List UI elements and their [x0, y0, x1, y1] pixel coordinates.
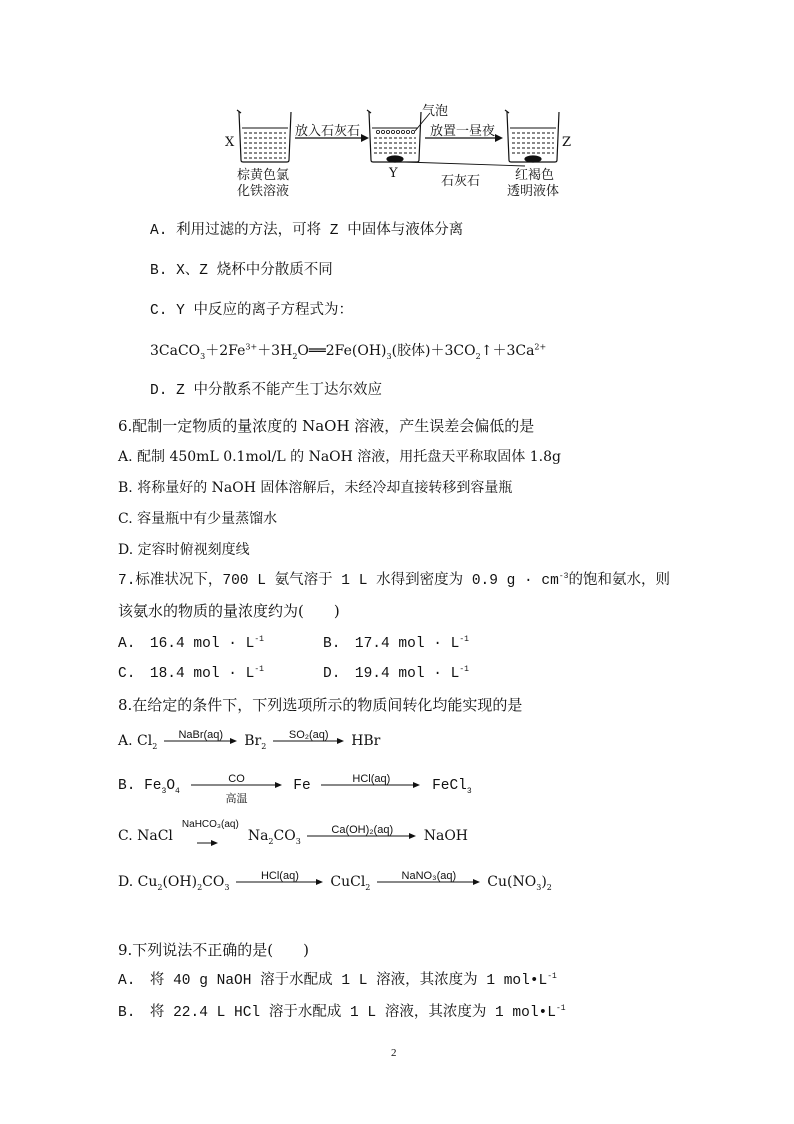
arrow-icon — [179, 833, 241, 847]
q9-stem: 9.下列说法不正确的是( ) — [118, 941, 310, 959]
reaction-arrow — [307, 824, 417, 840]
q5-option-c: C. Y 中反应的离子方程式为： — [150, 303, 354, 319]
q7-stem-line2: 该氨水的物质的量浓度约为( ) — [118, 602, 340, 620]
q7-sup: -1 — [459, 665, 469, 675]
arrow-2-label: 放置一昼夜 — [430, 124, 496, 139]
q5-option-b: B. X、Z 烧杯中分散质不同 — [150, 263, 333, 279]
q8b-text: O — [166, 778, 176, 794]
q8b-text: FeCl — [432, 778, 467, 794]
reaction-arrow — [179, 819, 241, 847]
q7-option-a — [118, 634, 264, 654]
reaction-arrow — [321, 773, 421, 789]
beaker-x-caption-1: 棕黄色氯 — [237, 168, 290, 183]
q8d-sub: 2 — [157, 882, 163, 892]
beaker-y — [367, 110, 430, 162]
q9-option-b-text: B. 将 22.4 L HCl 溶于水配成 1 L 溶液，其浓度为 1 mol•L — [118, 1005, 556, 1021]
q8d-sub: 3 — [536, 882, 542, 892]
eq-part: ＋2Fe — [205, 343, 246, 359]
q7-option-b-text: B. 17.4 mol · L — [323, 636, 460, 652]
q9-option-a — [118, 971, 557, 991]
q8d-text: ) — [541, 874, 547, 890]
eq-sub: 2 — [475, 351, 481, 361]
q9-sup: -1 — [555, 1004, 566, 1014]
eq-part: 3CaCO — [150, 343, 201, 359]
q8a-text: HBr — [351, 733, 381, 749]
reagent-label: NaBr(aq) — [178, 729, 224, 741]
q7-option-c — [118, 664, 264, 684]
q7-sup: -1 — [254, 635, 264, 645]
label-z: Z — [562, 135, 572, 150]
stone-label: 石灰石 — [441, 174, 481, 189]
q8b-sub: 4 — [175, 786, 180, 796]
bubble-label: 气泡 — [422, 104, 449, 119]
eq-sup: 3+ — [245, 342, 258, 352]
q5-option-d: D. Z 中分散系不能产生丁达尔效应 — [150, 383, 383, 399]
q8c-text: Na — [247, 828, 269, 844]
eq-sub: 3 — [386, 351, 392, 361]
reagent-label: HCl(aq) — [260, 870, 299, 882]
experiment-diagram — [215, 98, 585, 208]
reagent-label: HCl(aq) — [352, 773, 391, 786]
q5-equation — [150, 341, 546, 361]
reaction-arrow — [164, 729, 238, 745]
q8-option-d — [118, 872, 552, 892]
q7-stem-sup: -3 — [558, 572, 569, 582]
q8-stem: 8.在给定的条件下，下列选项所示的物质间转化均能实现的是 — [118, 696, 523, 714]
q8c-text: C. NaCl — [118, 828, 173, 844]
q8a-sub: 2 — [261, 741, 267, 751]
q8d-sub: 2 — [197, 882, 203, 892]
q8a-text: Br — [244, 733, 262, 749]
q6-stem: 6.配制一定物质的量浓度的 NaOH 溶液，产生误差会偏低的是 — [118, 417, 535, 435]
reagent-label: CO — [228, 773, 245, 786]
q8d-sub: 3 — [224, 882, 230, 892]
q8c-sub: 3 — [295, 836, 301, 846]
reagent-label: SO₂(aq) — [288, 729, 329, 741]
q8a-text: A. Cl — [118, 733, 153, 749]
q7-sup: -1 — [459, 635, 469, 645]
q7-option-b — [323, 634, 469, 654]
page-number: 2 — [391, 1047, 397, 1059]
q8d-text: (OH) — [162, 874, 198, 890]
q8d-text: CuCl — [330, 874, 366, 890]
q7-stem-text: 的饱和氨水，则 — [568, 573, 670, 589]
q9-option-b — [118, 1003, 566, 1023]
q9-option-a-text: A. 将 40 g NaOH 溶于水配成 1 L 溶液，其浓度为 1 mol•L — [118, 973, 548, 989]
reagent-label: NaNO₃(aq) — [401, 870, 457, 882]
label-y: Y — [389, 166, 398, 181]
beaker-z-caption-1: 红褐色 — [515, 168, 555, 183]
q8c-text: NaOH — [423, 828, 469, 844]
beaker-z-caption-2: 透明液体 — [507, 184, 560, 199]
q8d-sub: 2 — [546, 882, 552, 892]
q8d-text: Cu(NO — [487, 874, 537, 890]
arrow-1-label: 放入石灰石 — [295, 124, 361, 139]
reaction-arrow — [377, 870, 481, 886]
label-x: X — [225, 135, 235, 150]
q8-option-a — [118, 731, 380, 751]
eq-sub: 2 — [292, 351, 298, 361]
eq-sup: 2+ — [534, 342, 547, 352]
reaction-arrow — [273, 729, 345, 745]
reagent-label: NaHCO₃(aq) — [181, 819, 239, 830]
q8-option-b — [118, 773, 472, 806]
reagent-label: Ca(OH)₂(aq) — [331, 824, 394, 836]
reaction-arrow — [191, 773, 283, 806]
q7-option-d-text: D. 19.4 mol · L — [323, 666, 460, 682]
q8b-sub: 3 — [466, 786, 472, 796]
q8c-sub: 2 — [268, 836, 274, 846]
q6-option-a: A. 配制 450mL 0.1mol/L 的 NaOH 溶液，用托盘天平称取固体 1.8g — [118, 449, 561, 465]
q8-option-c — [118, 819, 469, 846]
reaction-arrow — [236, 870, 324, 886]
q6-option-d: D. 定容时俯视刻度线 — [118, 542, 250, 558]
q6-option-c: C. 容量瓶中有少量蒸馏水 — [118, 511, 278, 527]
q6-option-b: B. 将称量好的 NaOH 固体溶解后，未经冷却直接转移到容量瓶 — [118, 480, 513, 496]
eq-part: O══2Fe(OH) — [297, 343, 387, 359]
q8a-sub: 2 — [152, 741, 158, 751]
q8b-sub: 3 — [161, 786, 167, 796]
q7-sup: -1 — [254, 665, 264, 675]
eq-part: (胶体)＋3CO — [391, 343, 476, 359]
q7-option-c-text: C. 18.4 mol · L — [118, 666, 255, 682]
eq-part: ↑＋3Ca — [480, 343, 535, 359]
condition-label: 高温 — [225, 792, 248, 806]
q8b-text: B. Fe — [118, 778, 162, 794]
q8d-sub: 2 — [365, 882, 371, 892]
q5-option-a: A. 利用过滤的方法，可将 Z 中固体与液体分离 — [150, 223, 464, 239]
beaker-x — [237, 110, 291, 162]
eq-sub: 3 — [200, 351, 206, 361]
eq-part: ＋3H — [257, 343, 293, 359]
beaker-x-caption-2: 化铁溶液 — [237, 184, 290, 199]
q7-stem-text: 7.标准状况下，700 L 氨气溶于 1 L 水得到密度为 0.9 g · cm — [118, 573, 559, 589]
q7-option-d — [323, 664, 469, 684]
q8b-text: Fe — [293, 778, 311, 794]
q7-stem-line1 — [118, 571, 670, 591]
q8c-text: CO — [273, 828, 296, 844]
q7-option-a-text: A. 16.4 mol · L — [118, 636, 255, 652]
q8d-text: CO — [202, 874, 225, 890]
q8d-text: D. Cu — [118, 874, 158, 890]
q9-sup: -1 — [547, 972, 557, 982]
